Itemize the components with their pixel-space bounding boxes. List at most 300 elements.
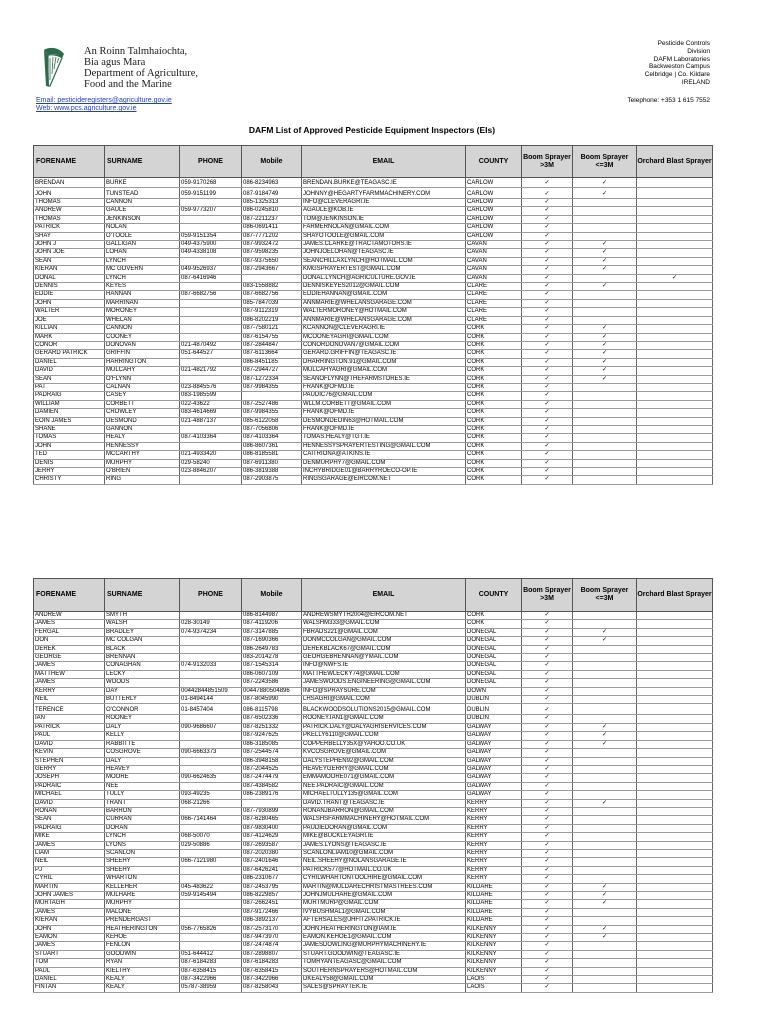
boom-large-cell: ✓ <box>522 392 573 400</box>
phone-cell <box>180 308 242 316</box>
orchard-cell <box>637 765 713 773</box>
boom-large-cell: ✓ <box>522 224 573 232</box>
email-cell: HENNESSYSPRAYERTESTING@GMAIL.COM <box>302 442 466 450</box>
forename-cell: DENIS <box>34 459 105 467</box>
county-cell: CORK <box>466 367 522 375</box>
boom-small-cell <box>573 299 637 307</box>
county-cell: GALWAY <box>466 791 522 799</box>
boom-small-cell: ✓ <box>573 740 637 748</box>
email-cell: FRANK@OFMD.IE <box>302 383 466 391</box>
surname-cell: KEHOE <box>105 934 180 942</box>
col-orchard: Orchard Blast Sprayer <box>637 146 713 178</box>
col-orchard: Orchard Blast Sprayer <box>637 579 713 612</box>
county-cell: CORK <box>466 409 522 417</box>
phone-cell <box>180 425 242 433</box>
county-cell: KERRY <box>466 849 522 857</box>
boom-small-cell <box>573 875 637 883</box>
phone-cell <box>180 612 242 620</box>
email-cell: KVCOSGROVE@GMAIL.COM <box>302 749 466 757</box>
boom-small-cell: ✓ <box>573 257 637 265</box>
email-cell: DEREKBLACK67@GMAIL.COM <box>302 645 466 653</box>
surname-cell: HEAVEY <box>105 765 180 773</box>
table-row <box>34 883 713 891</box>
email-cell: TOMRYANTEAGASC@GMAIL.COM <box>302 959 466 967</box>
boom-large-cell: ✓ <box>522 308 573 316</box>
forename-cell: ANDREW <box>34 207 105 215</box>
orchard-cell <box>637 637 713 645</box>
boom-small-cell <box>573 476 637 484</box>
surname-cell: NEE <box>105 782 180 790</box>
forename-cell: LIAM <box>34 849 105 857</box>
orchard-cell <box>637 341 713 349</box>
surname-cell: O'FLYNN <box>105 375 180 383</box>
county-cell: KERRY <box>466 841 522 849</box>
email-cell: INCHYBRIDGE01@BARRYROECO-OP.IE <box>302 468 466 476</box>
phone-cell: 059-9151199 <box>180 188 242 199</box>
boom-large-cell: ✓ <box>522 704 573 715</box>
orchard-cell <box>637 350 713 358</box>
mobile-cell: 087-2453795 <box>242 883 302 891</box>
surname-cell: DONOVAN <box>105 341 180 349</box>
orchard-cell <box>637 900 713 908</box>
table-row <box>34 908 713 916</box>
mobile-cell: 087-8251332 <box>242 723 302 731</box>
phone-cell: 087-6358415 <box>180 967 242 975</box>
boom-small-cell <box>573 654 637 662</box>
orchard-cell <box>637 257 713 265</box>
phone-cell <box>180 654 242 662</box>
boom-small-cell <box>573 662 637 670</box>
forename-cell: SEAN <box>34 257 105 265</box>
orchard-cell <box>637 266 713 274</box>
orchard-cell <box>637 883 713 891</box>
county-cell: CORK <box>466 468 522 476</box>
boom-small-cell: ✓ <box>573 350 637 358</box>
mobile-cell: 087-6154755 <box>242 333 302 341</box>
mobile-cell: 087-2693587 <box>242 841 302 849</box>
county-cell: DUBLIN <box>466 696 522 704</box>
boom-small-cell <box>573 791 637 799</box>
mobile-cell: 087-2044525 <box>242 765 302 773</box>
mobile-cell <box>242 274 302 282</box>
boom-large-cell: ✓ <box>522 757 573 765</box>
phone-cell: 00442844851509 <box>180 687 242 695</box>
table-row <box>34 925 713 933</box>
boom-large-cell: ✓ <box>522 299 573 307</box>
surname-cell: HENNESSY <box>105 442 180 450</box>
boom-large-cell: ✓ <box>522 400 573 408</box>
email-cell: RONANJBARRON@GMAIL.COM <box>302 807 466 815</box>
table-row <box>34 807 713 815</box>
forename-cell: DEREK <box>34 645 105 653</box>
forename-cell: BRENDAN <box>34 178 105 188</box>
email-cell: DESMONDEOIN63@HOTMAIL.COM <box>302 417 466 425</box>
forename-cell: DAVID <box>34 367 105 375</box>
mobile-cell: 087-6358415 <box>242 967 302 975</box>
boom-large-cell: ✓ <box>522 917 573 925</box>
mobile-cell: 086-2649783 <box>242 645 302 653</box>
forename-cell: JAMES <box>34 942 105 950</box>
surname-cell: HANNAN <box>105 291 180 299</box>
phone-cell: 090-6624635 <box>180 774 242 782</box>
mobile-cell: 087-9984355 <box>242 383 302 391</box>
col-boom-small: Boom Sprayer <=3M <box>573 579 637 612</box>
boom-small-cell <box>573 392 637 400</box>
orchard-cell <box>637 824 713 832</box>
county-cell: CAVAN <box>466 249 522 257</box>
forename-cell: MIKE <box>34 833 105 841</box>
email-cell: PATRICK.DALY@DALYAGRISERVICES.COM <box>302 723 466 731</box>
table-row <box>34 207 713 215</box>
email-cell: FRANK@OFMD.IE <box>302 409 466 417</box>
boom-small-cell: ✓ <box>573 249 637 257</box>
phone-cell: 093-49235 <box>180 791 242 799</box>
phone-cell <box>180 765 242 773</box>
forename-cell: GEORGE <box>34 654 105 662</box>
phone-cell <box>180 283 242 291</box>
orchard-cell <box>637 178 713 188</box>
mobile-cell: 087-4124629 <box>242 833 302 841</box>
mobile-cell: 087-9598235 <box>242 249 302 257</box>
orchard-cell <box>637 409 713 417</box>
county-cell: KERRY <box>466 824 522 832</box>
surname-cell: GANNON <box>105 425 180 433</box>
phone-cell: 090-9686607 <box>180 723 242 731</box>
phone-cell: 023-8845576 <box>180 383 242 391</box>
email-cell: DENNISKEYES2012@GMAIL.COM <box>302 283 466 291</box>
boom-large-cell: ✓ <box>522 883 573 891</box>
orchard-cell <box>637 679 713 687</box>
forename-cell: DONAL <box>34 274 105 282</box>
county-cell: KILKENNY <box>466 950 522 958</box>
boom-large-cell: ✓ <box>522 215 573 223</box>
boom-small-cell <box>573 274 637 282</box>
boom-large-cell: ✓ <box>522 925 573 933</box>
forename-cell: NEIL <box>34 696 105 704</box>
boom-small-cell: ✓ <box>573 883 637 891</box>
phone-cell: 021-4887137 <box>180 417 242 425</box>
county-cell: KILDARE <box>466 892 522 900</box>
county-cell: CARLOW <box>466 199 522 207</box>
boom-small-cell <box>573 976 637 984</box>
county-cell: CORK <box>466 400 522 408</box>
county-cell: KILKENNY <box>466 942 522 950</box>
table-row <box>34 316 713 324</box>
boom-large-cell: ✓ <box>522 942 573 950</box>
phone-cell <box>180 375 242 383</box>
boom-small-cell <box>573 612 637 620</box>
orchard-cell <box>637 241 713 249</box>
forename-cell: DENNIS <box>34 283 105 291</box>
table-row <box>34 942 713 950</box>
address-line: Backweston Campus <box>648 63 710 71</box>
surname-cell: BRENNAN <box>105 654 180 662</box>
boom-small-cell <box>573 824 637 832</box>
boom-large-cell: ✓ <box>522 900 573 908</box>
surname-cell: KELLEHER <box>105 883 180 891</box>
mobile-cell: 087-1545314 <box>242 662 302 670</box>
county-cell: KILKENNY <box>466 967 522 975</box>
boom-small-cell <box>573 291 637 299</box>
phone-cell <box>180 824 242 832</box>
col-mobile: Mobile <box>242 146 302 178</box>
boom-small-cell <box>573 687 637 695</box>
orchard-cell <box>637 833 713 841</box>
col-surname: SURNAME <box>105 146 180 178</box>
phone-cell: 022-43622 <box>180 400 242 408</box>
surname-cell: SHEEHY <box>105 866 180 874</box>
email-cell: ANNMARIE@WHELANSGARAGE.COM <box>302 299 466 307</box>
county-cell: CORK <box>466 451 522 459</box>
county-cell: CLARE <box>466 283 522 291</box>
table-row <box>34 687 713 695</box>
mobile-cell: 087-8258043 <box>242 984 302 992</box>
forename-cell: DAMIEN <box>34 409 105 417</box>
forename-cell: STUART <box>34 950 105 958</box>
county-cell: KILDARE <box>466 883 522 891</box>
boom-small-cell <box>573 670 637 678</box>
mobile-cell: 00447880504896 <box>242 687 302 695</box>
orchard-cell <box>637 612 713 620</box>
boom-small-cell: ✓ <box>573 799 637 807</box>
table-row <box>34 325 713 333</box>
county-cell: CLARE <box>466 316 522 324</box>
phone-cell: 045-483622 <box>180 883 242 891</box>
mobile-cell: 086-8234963 <box>242 178 302 188</box>
table-row <box>34 451 713 459</box>
county-cell: CARLOW <box>466 207 522 215</box>
boom-large-cell: ✓ <box>522 375 573 383</box>
phone-cell: 059-9773207 <box>180 207 242 215</box>
table-row <box>34 215 713 223</box>
surname-cell: PRENDERGAST <box>105 917 180 925</box>
email-cell: KCANNON@CLEVERAGRI.IE <box>302 325 466 333</box>
email-cell: PATRICK577@HOTMAIL.CO.UK <box>302 866 466 874</box>
boom-small-cell <box>573 645 637 653</box>
orchard-cell <box>637 325 713 333</box>
orchard-cell <box>637 476 713 484</box>
boom-small-cell: ✓ <box>573 637 637 645</box>
boom-small-cell <box>573 967 637 975</box>
phone-cell <box>180 782 242 790</box>
email-cell: CAITRIONA@ATKINS.IE <box>302 451 466 459</box>
email-cell: ROONEY.IAN1@GMAIL.COM <box>302 715 466 723</box>
orchard-cell <box>637 670 713 678</box>
table-row <box>34 291 713 299</box>
forename-cell: PADRAIG <box>34 392 105 400</box>
surname-cell: RYAN <box>105 959 180 967</box>
email-cell: INFO@SPRAYSURE.COM <box>302 687 466 695</box>
orchard-cell <box>637 400 713 408</box>
table-row <box>34 875 713 883</box>
forename-cell: PAUL <box>34 967 105 975</box>
orchard-cell <box>637 774 713 782</box>
table-row <box>34 350 713 358</box>
surname-cell: LYNCH <box>105 833 180 841</box>
table-row <box>34 645 713 653</box>
phone-cell: 083-4614669 <box>180 409 242 417</box>
forename-cell: TOM <box>34 959 105 967</box>
orchard-cell <box>637 392 713 400</box>
mobile-cell: 087-9247625 <box>242 732 302 740</box>
phone-cell <box>180 316 242 324</box>
table-row <box>34 892 713 900</box>
orchard-cell <box>637 782 713 790</box>
forename-cell: THOMAS <box>34 215 105 223</box>
web-link[interactable]: Web: www.pcs.agriculture.gov.ie <box>36 105 137 112</box>
orchard-cell <box>637 749 713 757</box>
boom-large-cell: ✓ <box>522 425 573 433</box>
mobile-cell: 086-0245810 <box>242 207 302 215</box>
forename-cell: FERGAL <box>34 628 105 636</box>
mobile-cell: 087-7580121 <box>242 325 302 333</box>
county-cell: KILKENNY <box>466 959 522 967</box>
county-cell: CAVAN <box>466 241 522 249</box>
boom-small-cell <box>573 984 637 992</box>
orchard-cell <box>637 308 713 316</box>
boom-small-cell <box>573 765 637 773</box>
forename-cell: SEAN <box>34 375 105 383</box>
surname-cell: MULHARE <box>105 892 180 900</box>
email-cell: NEIL.SHEEHY@NOLANSGARAGE.IE <box>302 858 466 866</box>
county-cell: DONEGAL <box>466 679 522 687</box>
boom-small-cell <box>573 757 637 765</box>
phone-cell: 029-50886 <box>180 841 242 849</box>
table-row <box>34 824 713 832</box>
mobile-cell: 086-0691411 <box>242 224 302 232</box>
county-cell: GALWAY <box>466 774 522 782</box>
boom-small-cell: ✓ <box>573 241 637 249</box>
county-cell: CAVAN <box>466 274 522 282</box>
forename-cell: TERENCE <box>34 704 105 715</box>
forename-cell: WILLIAM <box>34 400 105 408</box>
county-cell: GALWAY <box>466 723 522 731</box>
email-cell: FRANK@OFMD.IE <box>302 425 466 433</box>
email-cell: MARTIN@MULDARECHRISTMASTREES.COM <box>302 883 466 891</box>
email-cell: STUART.GOODWIN@TEAGASC.IE <box>302 950 466 958</box>
forename-cell: TOMAS <box>34 434 105 442</box>
surname-cell: LOHAN <box>105 249 180 257</box>
county-cell: CORK <box>466 620 522 628</box>
surname-cell: DALY <box>105 723 180 731</box>
orchard-cell <box>637 299 713 307</box>
boom-large-cell: ✓ <box>522 824 573 832</box>
table-row <box>34 715 713 723</box>
table-row <box>34 976 713 984</box>
forename-cell: NEIL <box>34 858 105 866</box>
county-cell: GALWAY <box>466 765 522 773</box>
mobile-cell: 086-8185581 <box>242 451 302 459</box>
col-mobile: Mobile <box>242 579 302 612</box>
mobile-cell: 087-6502336 <box>242 715 302 723</box>
forename-cell: JERRY <box>34 468 105 476</box>
boom-small-cell <box>573 409 637 417</box>
county-cell: CARLOW <box>466 224 522 232</box>
phone-cell: 059-9145494 <box>180 892 242 900</box>
boom-small-cell <box>573 434 637 442</box>
table-row <box>34 696 713 704</box>
email-cell: JOHNJOELOHAN@TEAGASC.IE <box>302 249 466 257</box>
email-cell: DKEALY58@GMAIL.COM <box>302 976 466 984</box>
table-row <box>34 241 713 249</box>
surname-cell: KIELTHY <box>105 967 180 975</box>
boom-small-cell <box>573 451 637 459</box>
boom-large-cell: ✓ <box>522 459 573 467</box>
forename-cell: JAMES <box>34 620 105 628</box>
county-cell: CORK <box>466 476 522 484</box>
email-cell: INFO@CLEVERAGRI.IE <box>302 199 466 207</box>
county-cell: DONEGAL <box>466 670 522 678</box>
email-cell: SEANCHILLAXLYNCH@HOTMAIL.COM <box>302 257 466 265</box>
surname-cell: MC COLGAN <box>105 637 180 645</box>
phone-cell <box>180 199 242 207</box>
surname-cell: BARRON <box>105 807 180 815</box>
county-cell: CORK <box>466 612 522 620</box>
phone-cell <box>180 807 242 815</box>
table-row <box>34 757 713 765</box>
phone-cell: 066-7141464 <box>180 816 242 824</box>
mobile-cell: 087-2401646 <box>242 858 302 866</box>
table-row <box>34 833 713 841</box>
surname-cell: RABBITTE <box>105 740 180 748</box>
orchard-cell <box>637 207 713 215</box>
boom-large-cell: ✓ <box>522 866 573 874</box>
forename-cell: JOHN J <box>34 241 105 249</box>
boom-large-cell: ✓ <box>522 266 573 274</box>
forename-cell: MICHAEL <box>34 791 105 799</box>
table-row <box>34 333 713 341</box>
phone-cell <box>180 637 242 645</box>
email-cell: MCOONEYAGRI@GMAIL.COM <box>302 333 466 341</box>
boom-small-cell <box>573 833 637 841</box>
forename-cell: PAT <box>34 383 105 391</box>
email-cell: JOHN.HEATHERINGTON@IAM.IE <box>302 925 466 933</box>
county-cell: CORK <box>466 325 522 333</box>
boom-small-cell <box>573 849 637 857</box>
boom-large-cell: ✓ <box>522 984 573 992</box>
forename-cell: SEAN <box>34 816 105 824</box>
boom-small-cell <box>573 316 637 324</box>
county-cell: KERRY <box>466 875 522 883</box>
table-row <box>34 984 713 992</box>
email-cell: WLLM.CORBETT@GMAIL.COM <box>302 400 466 408</box>
mobile-cell: 087-9112319 <box>242 308 302 316</box>
county-cell: CORK <box>466 341 522 349</box>
phone-cell <box>180 875 242 883</box>
forename-cell: JAMES <box>34 908 105 916</box>
col-county: COUNTY <box>466 146 522 178</box>
forename-cell: JAMES <box>34 841 105 849</box>
email-cell: DONAL.LYNCH@AGRICULTURE.GOV.IE <box>302 274 466 282</box>
boom-small-cell: ✓ <box>573 892 637 900</box>
mobile-cell: 087-2662451 <box>242 900 302 908</box>
boom-small-cell <box>573 696 637 704</box>
col-phone: PHONE <box>180 146 242 178</box>
surname-cell: GAULE <box>105 207 180 215</box>
forename-cell: JOSEPH <box>34 774 105 782</box>
county-cell: DONEGAL <box>466 662 522 670</box>
boom-large-cell: ✓ <box>522 782 573 790</box>
email-cell: COPPERBELLY35X@YAHOO.CO.UK <box>302 740 466 748</box>
col-forename: FORENAME <box>34 579 105 612</box>
boom-small-cell <box>573 942 637 950</box>
phone-cell: 05787-38959 <box>180 984 242 992</box>
table-row <box>34 917 713 925</box>
county-cell: KERRY <box>466 858 522 866</box>
email-link[interactable]: Email: pesticideregisters@agriculture.gov.ie <box>36 97 172 104</box>
surname-cell: CONAGHAN <box>105 662 180 670</box>
col-boom-small: Boom Sprayer <=3M <box>573 146 637 178</box>
